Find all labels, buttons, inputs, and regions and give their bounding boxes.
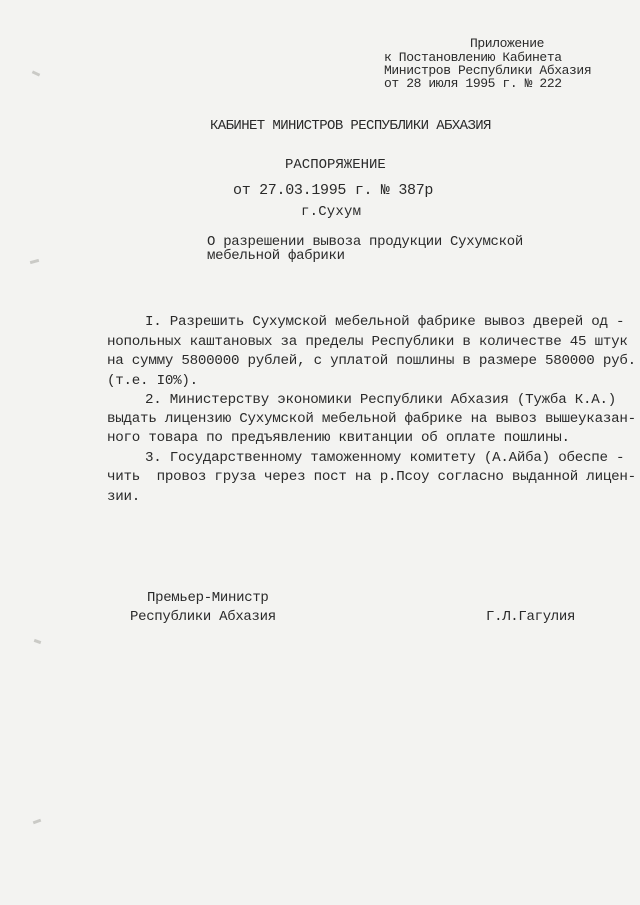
appendix-line: к Постановлению Кабинета	[384, 50, 562, 65]
document-date-number: от 27.03.1995 г. № 387р	[233, 182, 434, 199]
body-line: выдать лицензию Сухумской мебельной фабрике на вывоз вышеуказан-	[107, 411, 636, 427]
body-line: 2. Министерству экономики Республики Абхазия (Тужба К.А.)	[145, 392, 617, 408]
body-line: чить провоз груза через пост на р.Псоу согласно выданной лицен-	[107, 469, 636, 485]
body-line: ного товара по предъявлению квитанции об оплате пошлины.	[107, 430, 570, 446]
appendix-line: Министров Республики Абхазия	[384, 63, 592, 78]
appendix-line: Приложение	[470, 36, 545, 51]
document-type-heading: РАСПОРЯЖЕНИЕ	[285, 157, 386, 173]
subject-line: О разрешении вывоза продукции Сухумской	[207, 234, 523, 250]
body-line: зии.	[107, 489, 141, 505]
body-line: I. Разрешить Сухумской мебельной фабрике вывоз дверей од -	[145, 314, 625, 330]
scan-mark	[34, 639, 42, 644]
body-line: (т.е. I0%).	[107, 373, 198, 389]
scan-mark	[30, 259, 39, 264]
scan-mark	[33, 819, 42, 825]
appendix-line: от 28 июля 1995 г. № 222	[384, 76, 562, 91]
body-line: 3. Государственному таможенному комитету (А.Айба) обеспе -	[145, 450, 625, 466]
scan-mark	[32, 70, 41, 76]
document-place: г.Сухум	[301, 204, 362, 220]
signatory-title: Республики Абхазия	[130, 609, 276, 625]
body-line: нопольных каштановых за пределы Республики в количестве 45 штук	[107, 334, 628, 350]
signatory-name: Г.Л.Гагулия	[486, 609, 576, 625]
issuer-heading: КАБИНЕТ МИНИСТРОВ РЕСПУБЛИКИ АБХАЗИЯ	[210, 118, 491, 134]
signatory-title: Премьер-Министр	[147, 590, 269, 606]
body-line: на сумму 5800000 рублей, с уплатой пошлины в размере 580000 руб.	[107, 353, 636, 369]
subject-line: мебельной фабрики	[207, 248, 345, 264]
